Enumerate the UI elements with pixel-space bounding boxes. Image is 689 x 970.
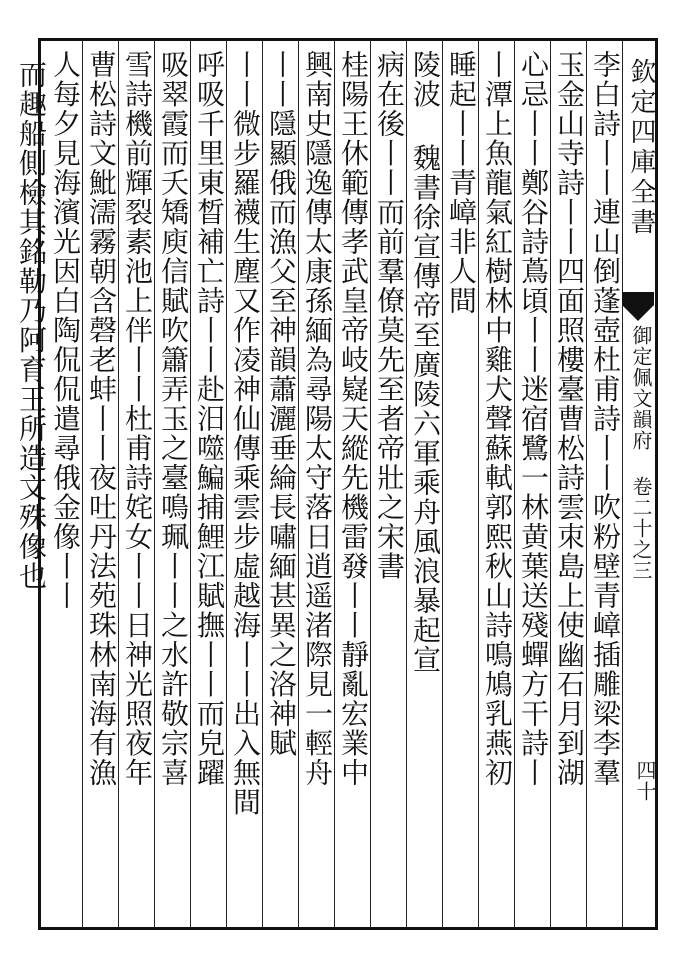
column-rule [190, 40, 191, 928]
text-column: 丨丨微步羅襪生塵又作凌神仙傳乘雲步虛越海丨丨出入無間 [229, 50, 262, 817]
text-column: 病在後丨丨而前羣僚莫先至者帝壯之宋書 [373, 50, 406, 581]
text-column: 玉金山寺詩丨丨四面照樓臺曹松詩雲朿島上使幽石月到湖 [553, 50, 586, 788]
text-column: 睡起丨丨青嶂非人間 [445, 50, 478, 316]
column-rule [514, 40, 515, 928]
column-rule [550, 40, 551, 928]
column-rule [586, 40, 587, 928]
text-column: 呼吸千里東晳補亡詩丨丨赴汨噬鯿捕鯉江賦撫丨丨而皃躍 [193, 50, 226, 788]
column-rule [370, 40, 371, 928]
column-rule [334, 40, 335, 928]
column-rule [82, 40, 83, 928]
page-number: 四十 [633, 760, 657, 802]
text-column: 丨潭上魚龍氣紅樹林中雞犬聲蘇軾郭熙秋山詩鳴鳩乳燕初 [481, 50, 514, 788]
volume-title: 御定佩文韻府 卷二十之三 [629, 325, 653, 581]
book-title: 欽定四庫全書 [626, 58, 656, 238]
text-column: 而趣船側檢其銘勒乃阿育王所造文殊像也 [15, 60, 48, 591]
text-column: 李白詩丨丨連山倒蓬壺杜甫詩丨丨吹粉壁青嶂插雕梁李羣 [589, 50, 622, 788]
text-column: 興南史隱逸傳太康孫緬為尋陽太守落日逍遥渚際見一輕舟 [301, 50, 334, 788]
text-column: 人每夕見海濱光因白陶侃侃遣尋俄金像丨丨 [49, 50, 82, 611]
column-rule [118, 40, 119, 928]
entry-column: 陵波 魏書徐宣傳帝至廣陵六軍乘舟風浪暴起宣 [409, 50, 442, 675]
fishtail-mark [622, 292, 654, 305]
text-column: 曹松詩文魮濡霧朝含磬老蚌丨丨夜吐丹法苑珠林南海有漁 [85, 50, 118, 788]
column-rule [226, 40, 227, 928]
column-rule [154, 40, 155, 928]
text-column: 吸翠霞而夭矯庾信賦吹簫弄玉之臺鳴珮丨丨之水許敬宗喜 [157, 50, 190, 788]
column-rule [298, 40, 299, 928]
text-column: 雪詩機前輝裂素池上伴丨丨杜甫詩姹女丨丨日神光照夜年 [121, 50, 154, 788]
text-column: 心忌丨丨鄭谷詩蔦頃丨丨迷宿鷺一林黄葉送殘蟬方干詩丨 [517, 50, 550, 788]
column-rule [262, 40, 263, 928]
fishtail-mark [622, 305, 654, 321]
column-rule [478, 40, 479, 928]
margin-divider [622, 40, 623, 928]
column-rule [442, 40, 443, 928]
text-column: 丨丨隱顯俄而漁父至神韻蕭灑垂綸長嘯緬甚異之洛神賦 [265, 50, 298, 758]
column-rule [406, 40, 407, 928]
text-column: 桂陽王休範傳孝武皇帝岐嶷天縱先機雷發丨丨靜亂宏業中 [337, 50, 370, 788]
